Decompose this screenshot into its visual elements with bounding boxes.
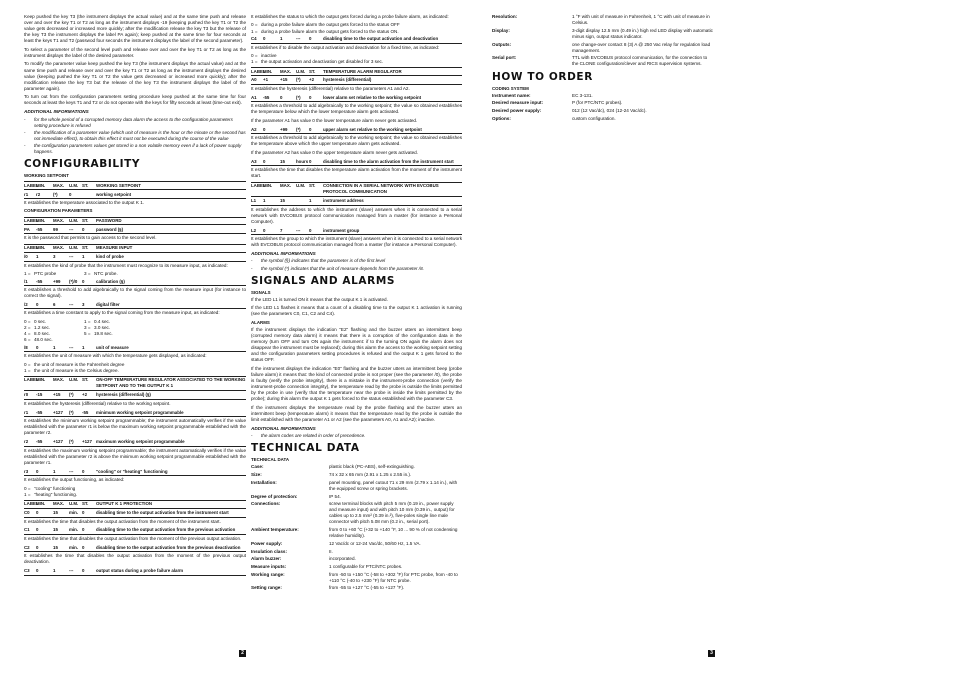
paragraph: To turn out from the configuration parameters setting procedure keep pushed at the same time for four seconds at least the keys T1 and T2 or do not operate with the keys for fifty seconds at least (time-out exit). xyxy=(24,94,246,106)
paragraph: It establishes the kind of probe that the instrument must recognize to its measure input, as indicated: xyxy=(24,262,228,268)
paragraph: It establishes the status to which the output gets forced during a probe failure alarm, as indicated: xyxy=(251,14,449,19)
option-line: 1 = the output activation and deactivation get disabled for 3 sec. xyxy=(251,59,384,65)
paragraph: If the parameter A2 has value 0 the upper temperature alarm never gets activated. xyxy=(251,149,419,155)
table-row: /8 0 1 --- 1 unit of measure xyxy=(24,344,246,352)
paragraph: It establishes the time that disables the temperature alarm activation from the moment of the instrument start. xyxy=(251,167,462,179)
table-row: C3 0 1 --- 0 output status during a probe failure alarm xyxy=(24,568,246,576)
option-line: 6 = 48.0 sec. xyxy=(24,337,53,343)
paragraph: If the instrument displays the temperature read by the probe flashing and the buzzer utters an intermittent beep (temperature alarm) it means that the temperature read by the probe is outside the limit established with the parameter A1 or A2 (see the parameters A0, A1 and A2); inactive. xyxy=(251,404,462,422)
table-header: LABEL MIN. MAX. U.M. ST. WORKING SETPOINT xyxy=(24,181,246,190)
column-3 xyxy=(492,14,713,123)
table-row: C2 0 15 min. 0 disabling time to the output activation from the previous deactivation xyxy=(24,544,246,552)
additional-info-title: ADDITIONAL INFORMATIONS xyxy=(24,109,89,115)
table-header: LABEL MIN. MAX. U.M. ST. OUTPUT K 1 PROTECTION xyxy=(24,500,246,509)
order-row: Desired measure input: P (for PTC/NTC probes). xyxy=(492,100,623,106)
paragraph: If the LED L1 flashes it means that a count of a disabling time to the output K 1 activation is running (see the parameters C0, C1, C2 and C4). xyxy=(251,305,462,317)
subsection-title: SIGNALS xyxy=(251,289,271,295)
spec-row: Display: 3-digit display 12.5 mm (0.49 in.) high red LED display with automatic minus sign, output status indicator. xyxy=(492,27,713,39)
subsection-title: CONFIGURATION PARAMETERS xyxy=(24,208,93,214)
paragraph: It establishes the minimum working setpoint programmable; the instrument automatically verifies if the value established with the parameter r1 is below the maximum working setpoint programmable established with the parameter r2. xyxy=(24,418,246,436)
paragraph: It establishes a threshold to add algebraically to the working setpoint; the value so obtained establishes the temperature above which the upper temperature alarm gets activated. xyxy=(251,135,462,147)
section-title-technical-data: TECHNICAL DATA xyxy=(251,442,360,455)
section-title-signals-alarms: SIGNALS AND ALARMS xyxy=(251,274,396,287)
table-header: LABEL MIN. MAX. U.M. ST. MEASURE INPUT xyxy=(24,244,246,253)
paragraph: It establishes the temperature associated to the output K 1. xyxy=(24,199,145,205)
option-line: 4 = 8.0 sec. 5 = 19.8 sec. xyxy=(24,331,113,337)
spec-row: Serial port: TTL with EVCOBUS protocol communication, for the connection to the CLONE configuration/clever and RICS supervision systems. xyxy=(492,55,708,67)
table-header: LABEL MIN. MAX. U.M. ST. PASSWORD xyxy=(24,217,246,226)
table-row: C0 0 15 min. 0 disabling time to the output activation from the instrument start xyxy=(24,510,246,518)
option-line: 1 = the unit of measure is the Celsius degree. xyxy=(24,367,119,373)
paragraph: It establishes the time that disables the output activation from the moment of the previous output activation. xyxy=(24,535,242,541)
paragraph: It establishes if to disable the output activation and deactivation for a fixed time, as indicated: xyxy=(251,44,440,50)
table-header: LABEL MIN. MAX. U.M. ST. ON-OFF TEMPERATURE REGULATOR ASSOCIATED TO THE WORKING SETPOINT AND TO THE OUTPUT K 1 xyxy=(24,376,246,391)
list-item: - the alarm codes are related in order of precedence. xyxy=(251,433,366,439)
option-line: 0 = "cooling" functioning xyxy=(24,485,76,491)
paragraph: It is the password that permits to gain access to the second level. xyxy=(24,235,157,241)
table-row: /1 -55 +99 (*)/0 0 calibration (§) xyxy=(24,278,246,286)
table-header: LABEL MIN. MAX. U.M. ST. CONNECTION IN A SERIAL NETWORK WITH EVCOBUS PROTOCOL COMMUNICATION xyxy=(251,182,462,197)
spec-row: Size: 74 x 32 x 65 mm (2.91 x 1.25 x 2.55 in.). xyxy=(251,472,412,478)
list-item: - the symbol (*) indicates that the unit of measure depends from the parameter /8. xyxy=(251,265,424,271)
paragraph: It establishes the hysteresis (differential) relative to the parameters A1 and A2. xyxy=(251,85,410,91)
table-row: r1 -55 +127 (*) -55 minimum working setpoint programmable xyxy=(24,409,246,417)
column-2 xyxy=(251,14,462,593)
paragraph: It establishes a threshold to add algebraically to the working setpoint; the value so obtained establishes the temperature below which the lower temperature alarm gets activated. xyxy=(251,103,462,115)
table-row: C1 0 15 min. 0 disabling time to the output activation from the previous activation xyxy=(24,527,246,535)
table-row: A0 +1 +15 (*) +2 hysteresis (differential) xyxy=(251,77,462,85)
spec-row: Power supply: 12 Vac/dc or 12-24 Vac/dc, 50/60 Hz, 1.5 VA. xyxy=(251,540,421,546)
list-item: - the modification of a parameter value (which unit of measure is the hour or the minute or the second has not immediate effect), to obtain this effect it must not be executed during the course of the value xyxy=(24,129,246,141)
section-title-configurability: CONFIGURABILITY xyxy=(24,158,141,171)
spec-row: Alarm buzzer: incorporated. xyxy=(251,556,356,562)
list-item: - the configuration parameters values get stored in a non volatile memory even if a lack of power supply happens. xyxy=(24,142,242,155)
spec-row: Measure inputs: 1 configurable for PTC/NTC probes. xyxy=(251,564,403,570)
paragraph: It establishes the group to which the instrument (slave) answers when it is connected to a serial network with EVCOBUS protocol communication managed from a master (for instance a Personal Computer). xyxy=(251,236,462,248)
paragraph: To modify the parameter value keep pushed the key T3 (the instrument displays the actual value) and at the same time push and release over and over the key T1 or T2 as long as the instrument displays the desired value (keeping pushed the key T1 or T2 the value gets decreased or increased more quickly); after the modification release the key T3 but the release of the key T3 the instrument displays the label of the parameter again). xyxy=(24,61,246,91)
paragraph: It establishes a time constant to apply to the signal coming from the measure input, as indicated: xyxy=(24,310,220,316)
table-header: LABEL MIN. MAX. U.M. ST. TEMPERATURE ALARM REGULATOR xyxy=(251,67,462,76)
order-row: Instrument name: EC 3-131. xyxy=(492,92,593,98)
paragraph: To select a parameter of the second level push and release over and over the key T1 or T2 as long as the instrument displays the label of the desired parameter. xyxy=(24,46,246,58)
order-row: Desired power supply: 012 (12 Vac/dc), 024 (12-24 Vac/dc). xyxy=(492,108,647,113)
table-row: L2 0 7 --- 0 instrument group xyxy=(251,227,462,235)
paragraph: If the parameter A1 has value 0 the lower temperature alarm never gets activated. xyxy=(251,117,418,123)
paragraph: It establishes the time that disables the output activation from the moment of the previous output deactivation. xyxy=(24,553,246,565)
table-row: /0 1 3 --- 1 kind of probe xyxy=(24,254,246,262)
option-line: 0 = 0 sec. 1 = 0.4 sec. xyxy=(24,318,111,324)
paragraph: If the LED L1 is turned ON it means that the output K 1 is activated. xyxy=(251,296,388,302)
spec-row: Ambient temperature: from 0 to +60 °C (+32 to +140 °F, 10 ... 90 % of not condensing relative humidity). xyxy=(251,527,458,539)
table-row: C4 0 1 --- 0 disabling time to the output activation and deactivation xyxy=(251,36,462,44)
option-line: 2 = 1.2 sec. 3 = 3.0 sec. xyxy=(24,325,111,331)
subsection-title: ALARMS xyxy=(251,319,270,325)
paragraph: If the instrument displays the indication "E0" flashing and the buzzer utters an intermittent beep (probe failure alarm) it means that: the kind of connected probe is not proper (see the parameter /0), the probe is faulty (verify the probe integrity), there is a mistake in the instrument-probe connection (verify the instrument-probe connection integrity), the temperature read by the probe is outside the limits permitted by the probe in use (verify that the temperature near the probe is inside the limits permitted by the probe); during this alarm the output K 1 gets forced to the status established with the parameter C3. xyxy=(251,365,462,402)
page-number: 3 xyxy=(708,650,715,657)
subsection-title: CODING SYSTEM xyxy=(492,85,529,91)
paragraph: It establishes the time that disables the output activation from the moment of the instrument start. xyxy=(24,518,221,524)
option-line: 1 = during a probe failure alarm the output gets forced to the status ON. xyxy=(251,28,399,34)
table-row: r2 -55 +127 (*) +127 maximum working setpoint programmable xyxy=(24,439,246,447)
spec-row: Resolution: 1 °F with unit of measure in Fahrenheit, 1 °C with unit of measure in Celsius. xyxy=(492,14,710,26)
spec-row: Insulation class: II. xyxy=(251,548,333,554)
table-row: r3 0 1 --- 0 "cooling" or "heating" functioning xyxy=(24,468,246,476)
subsection-title: WORKING SETPOINT xyxy=(24,173,69,179)
page-number: 2 xyxy=(239,650,246,657)
option-line: 1 = "heating" functioning. xyxy=(24,491,78,497)
list-item: - for the whole period of a corrupted memory data alarm the access to the configuration parameters setting procedure is refused xyxy=(24,116,233,128)
table-row: A1 -55 0 (*) 0 lower alarm set relative to the working setpoint xyxy=(251,94,462,102)
paragraph: It establishes the hysteresis (differential) relative to the working setpoint. xyxy=(24,400,171,406)
spec-row: Case: plastic black (PC-ABS), self-extinguishing. xyxy=(251,464,415,470)
table-row: /2 0 6 --- 3 digital filter xyxy=(24,302,246,310)
paragraph: It establishes the output functioning, as indicated: xyxy=(24,477,125,483)
spec-row: Setting range: from -55 to +127 °C (-55 to +127 °F). xyxy=(251,585,405,591)
additional-info-title: ADDITIONAL INFORMATIONS xyxy=(251,251,316,257)
column-1 xyxy=(24,14,246,577)
paragraph: It establishes the unit of measure with which the temperature gets displayed, as indicated: xyxy=(24,353,207,359)
table-row: A2 0 +99 (*) 0 upper alarm set relative to the working setpoint xyxy=(251,126,462,134)
paragraph: If the instrument displays the indication "E2" flashing and the buzzer utters an intermittent beep (corrupted memory data alarm) it means that there is a corruption of the configuration data in the memory (turn OFF and turn ON again the instrument: if to the turning ON again the alarm does not disappear the instrument must be replaced); during this alarm the access to the working setpoint setting and the configuration parameters setting procedures is refused and the output K 1 gets forced to the status OFF. xyxy=(251,326,462,363)
paragraph: It establishes the address to which the instrument (slave) answers when it is connected to a serial network with EVCOBUS protocol communication managed from a master (for instance a Personal Computer). xyxy=(251,206,462,224)
order-row: Options: custom configuration. xyxy=(492,115,616,121)
table-row: PA -55 99 --- 0 password (§) xyxy=(24,226,246,234)
list-item: - the symbol (§) indicates that the parameter is of the first level xyxy=(251,258,386,264)
spec-row: Working range: from -50 to +150 °C (-58 to +302 °F) for PTC probe, from -40 to +110 °C (-40 to +230 °F) for NTC probe. xyxy=(251,571,458,583)
paragraph: It establishes a threshold to add algebraically to the signal coming from the measure input (for instance to correct the signal). xyxy=(24,287,246,299)
option-line: 0 = during a probe failure alarm the output gets forced to the status OFF xyxy=(251,22,400,28)
section-title-how-to-order: HOW TO ORDER xyxy=(492,70,593,83)
spec-row: Connections: screw terminal blocks with pitch 5 mm (0.19 in., power supply and measure input) and with pitch 10 mm (0.39 in., output) for cables up to 2.5 mm² (0.39 in.²), five-poles single line male connector with pitch 5.08 mm (0.2 in., serial port). xyxy=(251,501,455,525)
table-row: r0 -15 +15 (*) +2 hysteresis (differential) (§) xyxy=(24,392,246,400)
table-row: A3 0 15 hours 0 disabling time to the alarm activation from the instrument start xyxy=(251,158,462,166)
table-row: L1 1 15 1 instrument address xyxy=(251,198,462,206)
paragraph: Keep pushed the key T3 (the instrument displays the actual value) and at the same time push and release over and over the key T1 or T2 as long as the instrument displays -19 (keeping pushed the key T1 or T2 the value gets decreased or increased more quickly; after the modification release the key T3 but the release of the key T3 the instrument displays the label PA again); keep pushed at the same time for four seconds at least the keys T1 and T2 (passwod four seconds the instrument displays the label of the second parameter). xyxy=(24,14,246,44)
spec-row: Degree of protection: IP 54. xyxy=(251,493,341,499)
spec-row: Installation: panel mounting, panel cutout 71 x 29 mm (2.79 x 1.14 in.), with the equipped screw or spring brackets. xyxy=(251,479,458,491)
table-row: r1 r2 (*) 0 working setpoint xyxy=(24,191,246,199)
additional-info-title: ADDITIONAL INFORMATIONS xyxy=(251,426,316,432)
paragraph: It establishes the maximum working setpoint programmable; the instrument automatically verifies if the value established with the parameter r2 is above the minimum working setpoint programmable established with the parameter r1. xyxy=(24,447,246,465)
option-line: 1 = PTC probe 3 = NTC probe. xyxy=(24,271,118,277)
spec-row: Outputs: one change-over contact 8 (3) A @ 250 Vac relay for regulation load management. xyxy=(492,41,711,53)
subsection-title: TECHNICAL DATA xyxy=(251,457,290,463)
option-line: 0 = the unit of measure is the Fahrenheit degree xyxy=(24,361,125,367)
option-line: 0 = inactive xyxy=(251,53,277,59)
